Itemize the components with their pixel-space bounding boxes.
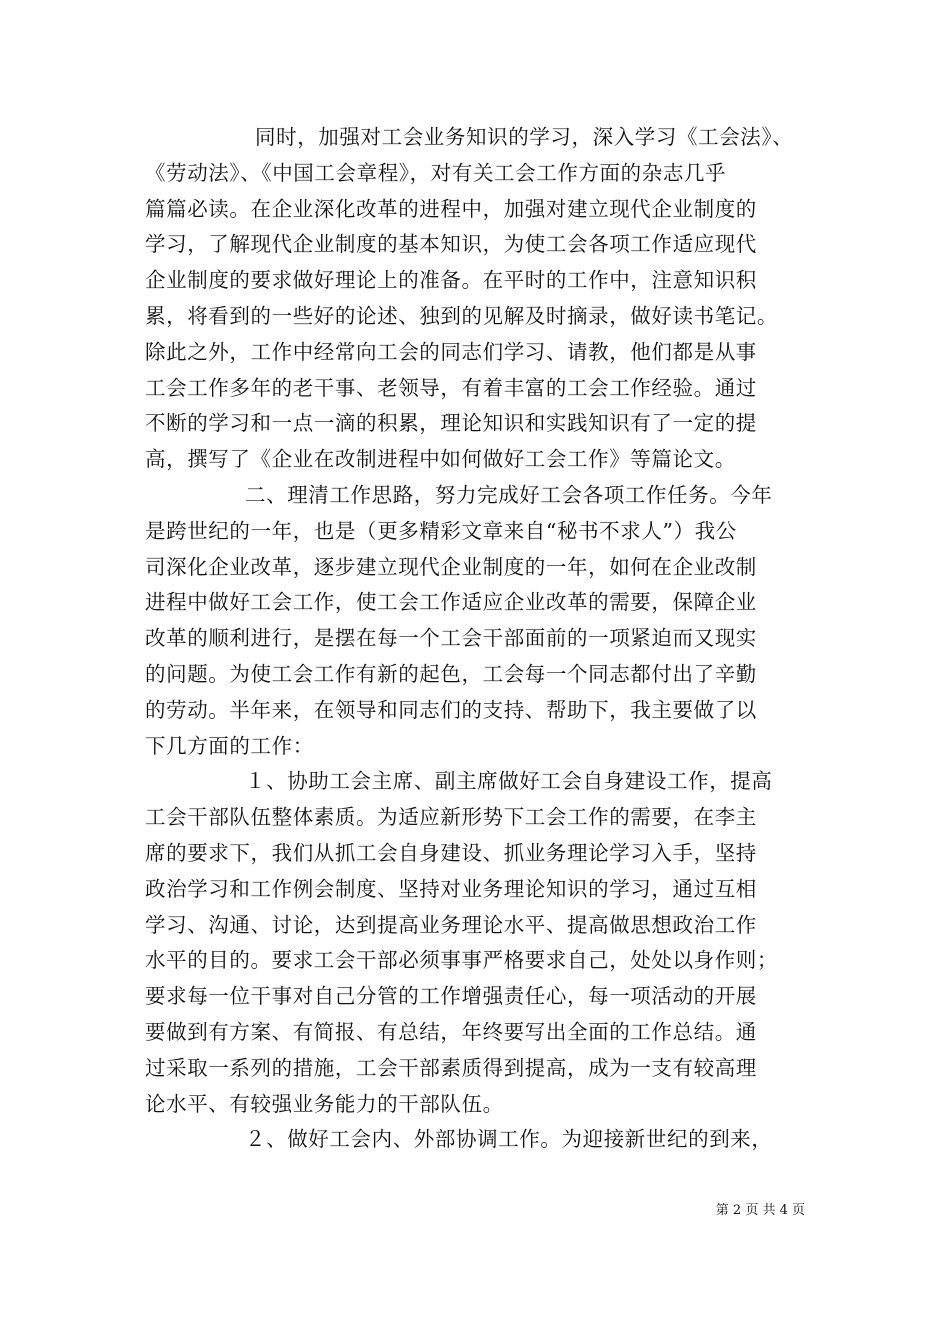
text-line: 进程中做好工会工作，使工会工作适应企业改革的需要，保障企业	[145, 590, 757, 615]
text-line: 的劳动。半年来，在领导和同志们的支持、帮助下，我主要做了以	[145, 697, 757, 722]
text-line: ２、做好工会内、外部协调工作。为迎接新世纪的到来，	[245, 1127, 773, 1152]
text-line: 企业制度的要求做好理论上的准备。在平时的工作中，注意知识积	[145, 268, 757, 293]
text-line: 席的要求下，我们从抓工会自身建设、抓业务理论学习入手，坚持	[145, 840, 757, 865]
body-text	[145, 120, 805, 1158]
text-line: 工会工作多年的老干事、老领导，有着丰富的工会工作经验。通过	[145, 375, 757, 400]
text-line: 是跨世纪的一年，也是（更多精彩文章来自“秘书不求人”）我公	[145, 518, 737, 543]
text-line: 要求每一位干事对自己分管的工作增强责任心，每一项活动的开展	[145, 984, 757, 1009]
text-line: 改革的顺利进行，是摆在每一个工会干部面前的一项紧迫而又现实	[145, 626, 757, 651]
text-line: 除此之外，工作中经常向工会的同志们学习、请教，他们都是从事	[145, 339, 757, 364]
text-line: 下几方面的工作：	[145, 733, 314, 758]
text-line: 过采取一系列的措施，工会干部素质得到提高，成为一支有较高理	[145, 1055, 757, 1080]
text-line: 《劳动法》、《中国工会章程》，对有关工会工作方面的杂志几乎	[145, 160, 727, 185]
text-line: 水平的目的。要求工会干部必须事事严格要求自己，处处以身作则；	[145, 948, 778, 973]
text-line: 工会干部队伍整体素质。为适应新形势下工会工作的需要，在李主	[145, 805, 757, 830]
text-line: 政治学习和工作例会制度、坚持对业务理论知识的学习，通过互相	[145, 876, 757, 901]
page-footer: 第 2 页 共 4 页	[715, 1203, 805, 1218]
text-line: 不断的学习和一点一滴的积累，理论知识和实践知识有了一定的提	[145, 411, 757, 436]
text-line: 二、理清工作思路，努力完成好工会各项工作任务。今年	[245, 482, 773, 507]
text-line: 司深化企业改革，逐步建立现代企业制度的一年，如何在企业改制	[145, 554, 757, 579]
text-line: １、协助工会主席、副主席做好工会自身建设工作，提高	[245, 769, 773, 794]
text-line: 论水平、有较强业务能力的干部队伍。	[145, 1091, 504, 1116]
text-line: 篇篇必读。在企业深化改革的进程中，加强对建立现代企业制度的	[145, 196, 757, 221]
text-line: 高，撰写了《企业在改制进程中如何做好工会工作》等篇论文。	[145, 447, 736, 472]
text-line: 同时，加强对工会业务知识的学习，深入学习《工会法》、	[255, 125, 794, 149]
text-line: 学习、沟通、讨论，达到提高业务理论水平、提高做思想政治工作	[145, 912, 757, 937]
text-line: 的问题。为使工会工作有新的起色，工会每一个同志都付出了辛勤	[145, 661, 757, 686]
text-line: 累，将看到的一些好的论述、独到的见解及时摘录，做好读书笔记。	[145, 303, 778, 328]
text-line: 要做到有方案、有简报、有总结，年终要写出全面的工作总结。通	[145, 1019, 757, 1044]
text-line: 学习，了解现代企业制度的基本知识，为使工会各项工作适应现代	[145, 232, 757, 257]
